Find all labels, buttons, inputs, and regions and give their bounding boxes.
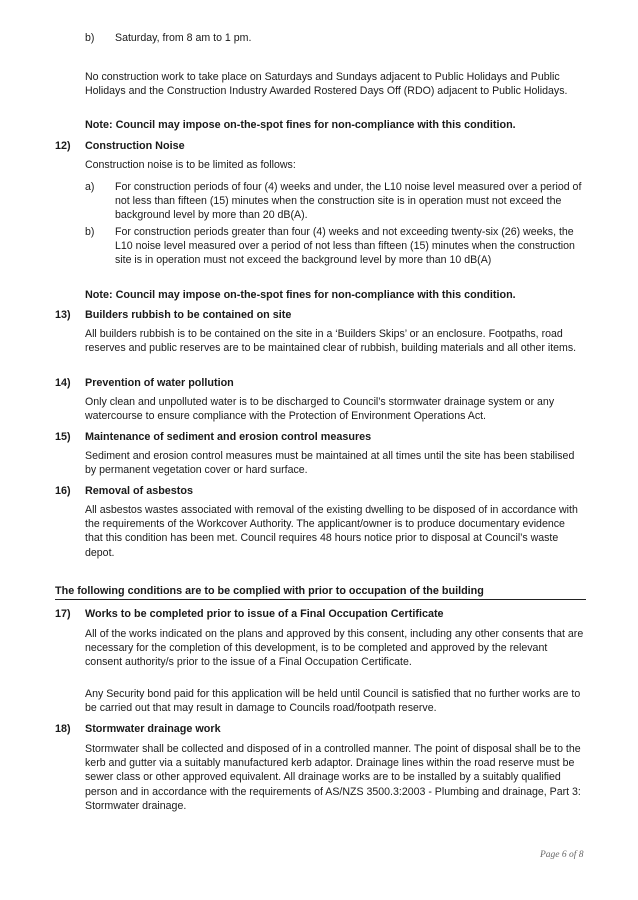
condition-text: Stormwater shall be collected and disposed of in a controlled manner. The point of disposal shall be to the kerb and gutter via a suitably manufactured kerb adaptor. Drainage lines within the road reserve must be sewer class or other approved equivalent. All drainage works are to be installed by a suitably qualified person and in accordance with the requirements of AS/NZS 3500.3:2003 - Plumbing and drainage, Part 3: Stormwater drainage.	[85, 743, 581, 812]
condition-number: 18)	[55, 723, 71, 735]
condition-text: Sediment and erosion control measures must be maintained at all times until the site has been stabilised by permanent vegetation cover or hard surface.	[85, 450, 575, 477]
section-divider	[55, 599, 586, 600]
condition-number: 16)	[55, 485, 71, 497]
condition-number: 14)	[55, 377, 71, 389]
condition-title: Builders rubbish to be contained on site	[85, 309, 292, 321]
condition-number: 12)	[55, 140, 71, 152]
condition-text: Any Security bond paid for this application will be held until Council is satisfied that no further works are to be carried out that may result in damage to Councils road/footpath reserve.	[85, 688, 581, 715]
condition-text: All asbestos wastes associated with removal of the existing dwelling to be disposed of in accordance with the requirements of the Workcover Authority. The applicant/owner is to produce documentary evidence that this condition has been met. Council requires 48 hours notice prior to disposal at Council’s waste depot.	[85, 504, 578, 559]
condition-title: Stormwater drainage work	[85, 723, 221, 735]
condition-text: All of the works indicated on the plans and approved by this consent, including any other consents that are necessary for the completion of this development, is to be completed and approved by the relevant consent authority/s prior to the issue of a Final Occupation Certificate.	[85, 628, 584, 669]
condition-text: All builders rubbish is to be contained on the site in a ‘Builders Skips’ or an enclosure. Footpaths, road reserves and public reserves are to be maintained clear of rubbish, building materials and all other items.	[85, 328, 577, 355]
list-label-b: b)	[85, 32, 95, 44]
condition-title: Prevention of water pollution	[85, 377, 234, 389]
section-heading: The following conditions are to be complied with prior to occupation of the building	[55, 585, 484, 597]
list-item-text: For construction periods of four (4) weeks and under, the L10 noise level measured over a period of not less than fifteen (15) minutes when the construction site is in operation must not exceed the background level by more than 20 dB(A).	[115, 181, 582, 222]
page-number: Page 6 of 8	[540, 850, 584, 860]
list-item-text: Saturday, from 8 am to 1 pm.	[115, 32, 252, 44]
condition-title: Construction Noise	[85, 140, 185, 152]
condition-number: 17)	[55, 608, 71, 620]
rdo-paragraph: No construction work to take place on Saturdays and Sundays adjacent to Public Holidays and Public Holidays and the Construction Industry Awarded Rostered Days Off (RDO) adjacent to Public Holidays.	[85, 71, 568, 98]
condition-title: Removal of asbestos	[85, 485, 194, 497]
condition-number: 13)	[55, 309, 71, 321]
condition-text: Construction noise is to be limited as follows:	[85, 159, 296, 171]
list-label-b: b)	[85, 226, 95, 238]
list-label-a: a)	[85, 181, 95, 193]
condition-title: Works to be completed prior to issue of a Final Occupation Certificate	[85, 608, 444, 620]
condition-number: 15)	[55, 431, 71, 443]
fines-note: Note: Council may impose on-the-spot fines for non-compliance with this condition.	[85, 119, 516, 131]
fines-note: Note: Council may impose on-the-spot fines for non-compliance with this condition.	[85, 289, 516, 301]
condition-text: Only clean and unpolluted water is to be discharged to Council’s stormwater drainage system or any watercourse to ensure compliance with the Protection of Environment Operations Act.	[85, 396, 555, 423]
list-item-text: For construction periods greater than four (4) weeks and not exceeding twenty-six (26) weeks, the L10 noise level measured over a period of not less than fifteen (15) minutes when the construction site is in operation must not exceed the background level by more than 10 dB(A)	[115, 226, 575, 267]
condition-title: Maintenance of sediment and erosion control measures	[85, 431, 372, 443]
